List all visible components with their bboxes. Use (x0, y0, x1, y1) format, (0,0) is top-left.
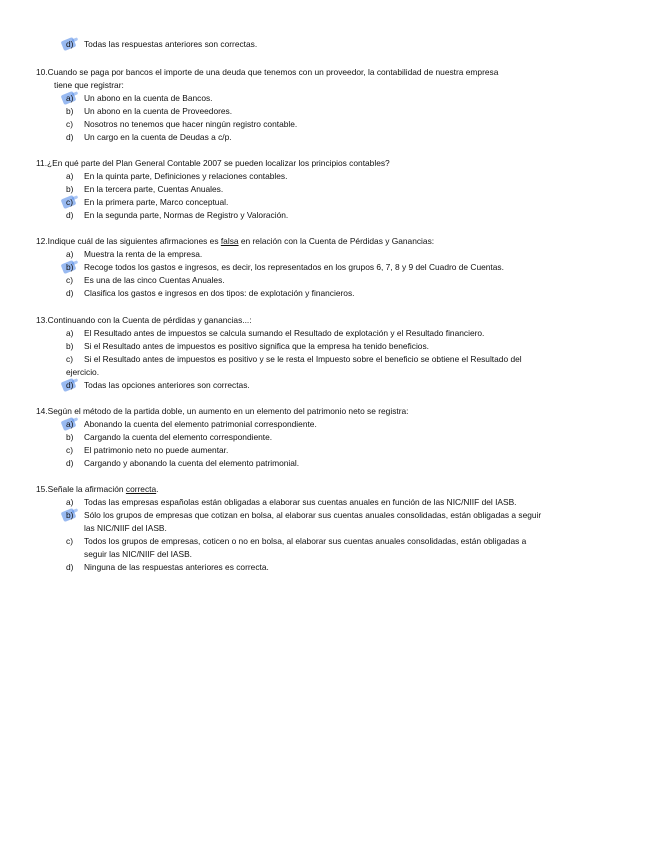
option-letter: c) (66, 197, 73, 207)
option-text: Todas las empresas españolas están obligadas a elaborar sus cuentas anuales en función de las NIC/NIIF del IASB. (84, 497, 517, 507)
question-12 (36, 235, 616, 300)
option-letter: b) (66, 510, 74, 520)
option-letter: d) (66, 562, 74, 572)
option-15b-continued (36, 522, 616, 535)
option-letter: a) (66, 497, 74, 507)
option-text: Recoge todos los gastos e ingresos, es decir, los representados en los grupos 6, 7, 8 y 9 del Cuadro de Cuentas. (84, 262, 504, 272)
question-10 (36, 66, 616, 144)
option-text: Nosotros no tenemos que hacer ningún registro contable. (84, 119, 298, 129)
option-11a (36, 170, 616, 183)
option-text: Cargando la cuenta del elemento correspondiente. (84, 432, 273, 442)
option-12a (36, 248, 616, 261)
option-text-continued: las NIC/NIIF del IASB. (84, 523, 167, 533)
option-text: Cargando y abonando la cuenta del elemento patrimonial. (84, 458, 300, 468)
option-text: Sólo los grupos de empresas que cotizan en bolsa, al elaborar sus cuentas anuales consolidadas, están obligadas a seguir (84, 510, 542, 520)
option-13d (36, 379, 616, 392)
question-number: 10. (36, 67, 48, 77)
option-14b (36, 431, 616, 444)
option-9d (36, 38, 616, 51)
question-14 (36, 405, 616, 470)
option-text: Un abono en la cuenta de Bancos. (84, 93, 213, 103)
option-letter: b) (66, 184, 74, 194)
option-text-continued: ejercicio. (66, 367, 100, 377)
question-text: 10.Cuando se paga por bancos el importe de una deuda que tenemos con un proveedor, la contabilidad de nuestra empresa (36, 67, 499, 77)
question-text: 11.¿En qué parte del Plan General Contable 2007 se pueden localizar los principios contables? (36, 158, 390, 168)
option-letter: d) (66, 39, 74, 49)
option-letter: b) (66, 341, 74, 351)
option-text: Abonando la cuenta del elemento patrimonial correspondiente. (84, 419, 317, 429)
question-9-tail (36, 38, 616, 51)
question-number: 15. (36, 484, 48, 494)
option-12b (36, 261, 616, 274)
option-letter: d) (66, 132, 74, 142)
option-14d (36, 457, 616, 470)
question-text: 15.Señale la afirmación correcta. (36, 484, 159, 494)
underlined-word: correcta (125, 484, 157, 494)
option-text: Clasifica los gastos e ingresos en dos tipos: de explotación y financieros. (84, 288, 355, 298)
option-text: Es una de las cinco Cuentas Anuales. (84, 275, 225, 285)
question-number: 12. (36, 236, 48, 246)
option-letter: a) (66, 249, 74, 259)
question-text: 12.Indique cuál de las siguientes afirmaciones es falsa en relación con la Cuenta de Pérdidas y Ganancias: (36, 236, 435, 246)
option-13c (36, 353, 616, 366)
option-text: Todas las respuestas anteriores son correctas. (84, 39, 258, 49)
question-number: 11. (36, 158, 48, 168)
question-number: 13. (36, 315, 48, 325)
option-letter: c) (66, 536, 73, 546)
option-15c (36, 535, 616, 548)
option-letter: a) (66, 328, 74, 338)
option-15d (36, 561, 616, 574)
option-text: En la quinta parte, Definiciones y relaciones contables. (84, 171, 288, 181)
option-text: Si el Resultado antes de impuestos es positivo significa que la empresa ha tenido beneficios. (84, 341, 429, 351)
option-10d (36, 131, 616, 144)
option-text: Todas las opciones anteriores son correctas. (84, 380, 250, 390)
option-letter: d) (66, 210, 74, 220)
option-11d (36, 209, 616, 222)
option-letter: d) (66, 458, 74, 468)
option-text: En la primera parte, Marco conceptual. (84, 197, 229, 207)
option-13c-continued (36, 366, 616, 379)
option-13a (36, 327, 616, 340)
option-10c (36, 118, 616, 131)
option-11c (36, 196, 616, 209)
option-letter: b) (66, 262, 74, 272)
question-number: 14. (36, 406, 48, 416)
option-letter: c) (66, 354, 73, 364)
question-15 (36, 483, 616, 574)
question-11 (36, 157, 616, 222)
option-text: Un abono en la cuenta de Proveedores. (84, 106, 233, 116)
option-text: Muestra la renta de la empresa. (84, 249, 203, 259)
option-text-continued: seguir las NIC/NIIF del IASB. (84, 549, 192, 559)
option-text: Si el Resultado antes de impuestos es positivo y se le resta el Impuesto sobre el beneficio se obtiene el Resultado del (84, 354, 522, 364)
option-text: En la tercera parte, Cuentas Anuales. (84, 184, 224, 194)
option-12c (36, 274, 616, 287)
option-14a (36, 418, 616, 431)
option-text: Un cargo en la cuenta de Deudas a c/p. (84, 132, 232, 142)
question-text: 14.Según el método de la partida doble, un aumento en un elemento del patrimonio neto se registra: (36, 406, 409, 416)
option-10a (36, 92, 616, 105)
option-10b (36, 105, 616, 118)
question-text-continued: tiene que registrar: (54, 80, 124, 90)
question-text: 13.Continuando con la Cuenta de pérdidas y ganancias...: (36, 315, 252, 325)
option-text: En la segunda parte, Normas de Registro y Valoración. (84, 210, 289, 220)
option-11b (36, 183, 616, 196)
option-13b (36, 340, 616, 353)
option-letter: b) (66, 106, 74, 116)
question-13 (36, 314, 616, 392)
option-letter: c) (66, 275, 73, 285)
option-letter: d) (66, 288, 74, 298)
underlined-word: falsa (220, 236, 239, 246)
option-15c-continued (36, 548, 616, 561)
option-text: Ninguna de las respuestas anteriores es correcta. (84, 562, 269, 572)
option-text: El Resultado antes de impuestos se calcula sumando el Resultado de explotación y el Resultado financiero. (84, 328, 485, 338)
option-letter: b) (66, 432, 74, 442)
option-15a (36, 496, 616, 509)
option-12d (36, 287, 616, 300)
option-letter: d) (66, 380, 74, 390)
option-letter: c) (66, 445, 73, 455)
option-letter: c) (66, 119, 73, 129)
option-14c (36, 444, 616, 457)
option-letter: a) (66, 419, 74, 429)
option-letter: a) (66, 93, 74, 103)
option-letter: a) (66, 171, 74, 181)
option-text: Todos los grupos de empresas, coticen o no en bolsa, al elaborar sus cuentas anuales consolidadas, están obligadas a (84, 536, 527, 546)
option-text: El patrimonio neto no puede aumentar. (84, 445, 229, 455)
option-15b (36, 509, 616, 522)
